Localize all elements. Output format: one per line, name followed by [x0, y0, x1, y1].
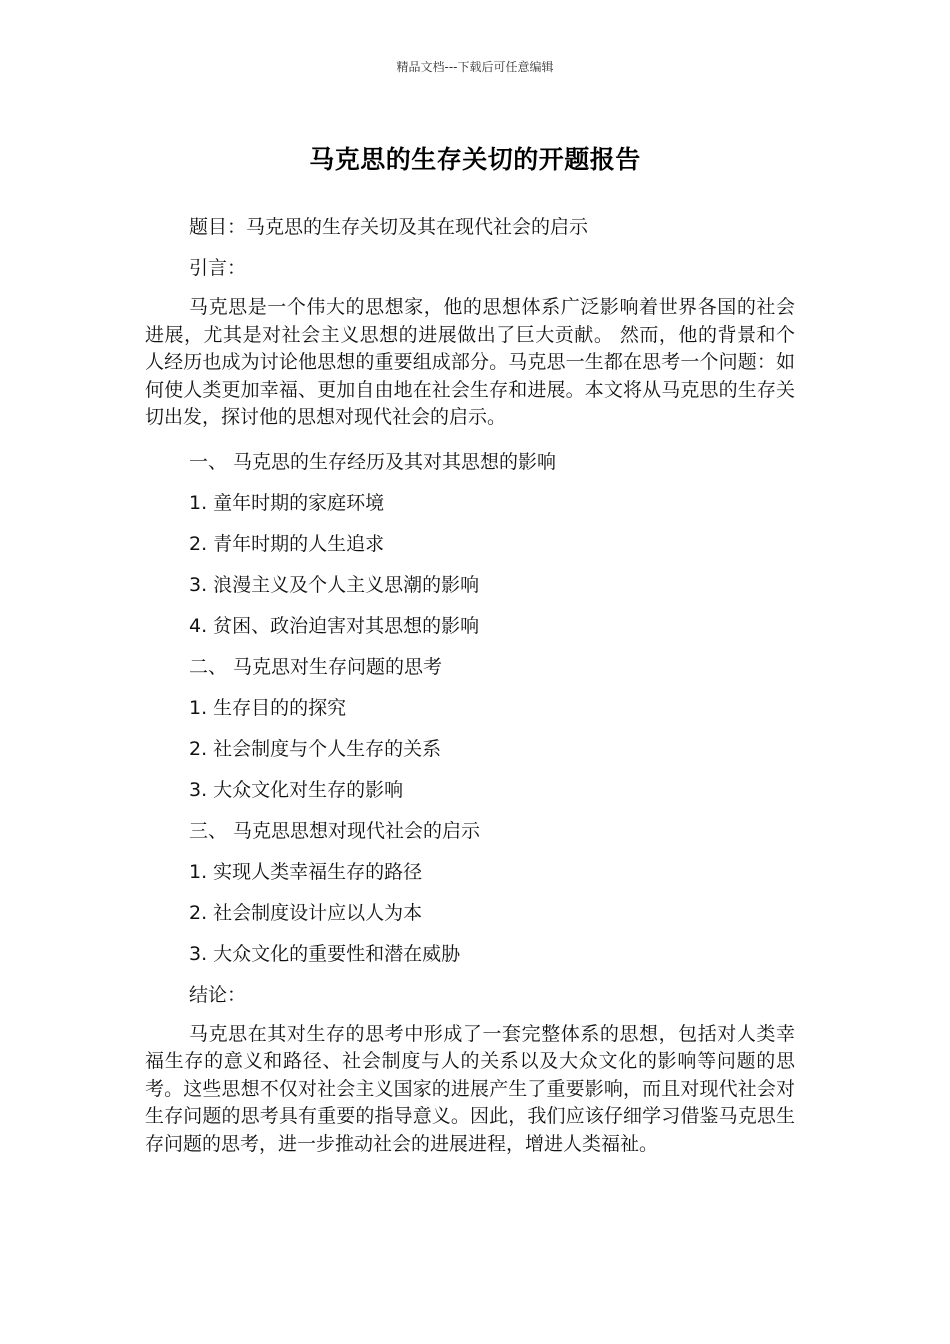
- list-item: 1. 实现人类幸福生存的路径: [189, 860, 423, 883]
- list-item: 1. 生存目的的探究: [189, 696, 347, 719]
- conclusion-heading: 结论：: [189, 983, 247, 1006]
- intro-paragraph: 马克思是一个伟大的思想家，他的思想体系广泛影响着世界各国的社会进展，尤其是对社会主义思想的进展做出了巨大贡献。 然而，他的背景和个人经历也成为讨论他思想的重要组成部分。马克思一生都在思考一个问题：如何使人类更加幸福、更加自由地在社会生存和进展。本文将从马克思的生存关切出发，探讨他的思想对现代社会的启示。: [145, 296, 795, 428]
- section-heading: 二、 马克思对生存问题的思考: [189, 655, 443, 678]
- section-3: [145, 816, 795, 969]
- list-item: 4. 贫困、政治迫害对其思想的影响: [189, 614, 480, 637]
- intro-heading: 引言：: [189, 257, 247, 279]
- list-item: 3. 大众文化的重要性和潜在威胁: [189, 942, 461, 965]
- topic-line: 题目：马克思的生存关切及其在现代社会的启示: [189, 216, 589, 238]
- list-item: 2. 社会制度与个人生存的关系: [189, 737, 442, 760]
- document-body: [145, 212, 795, 1173]
- list-item: 2. 青年时期的人生追求: [189, 532, 385, 555]
- list-item: 2. 社会制度设计应以人为本: [189, 901, 423, 924]
- section-heading: 三、 马克思思想对现代社会的启示: [189, 819, 481, 842]
- document-title: 马克思的生存关切的开题报告: [309, 145, 641, 174]
- conclusion-paragraph: 马克思在其对生存的思考中形成了一套完整体系的思想，包括对人类幸福生存的意义和路径、社会制度与人的关系以及大众文化的影响等问题的思考。这些思想不仅对社会主义国家的进展产生了重要影响，而且对现代社会对生存问题的思考具有重要的指导意义。因此，我们应该仔细学习借鉴马克思生存问题的思考，进一步推动社会的进展进程，增进人类福祉。: [145, 1022, 795, 1155]
- page-header: 精品文档---下载后可任意编辑: [396, 60, 554, 74]
- section-1: [145, 447, 795, 641]
- list-item: 1. 童年时期的家庭环境: [189, 491, 385, 514]
- section-heading: 一、 马克思的生存经历及其对其思想的影响: [189, 450, 557, 473]
- list-item: 3. 浪漫主义及个人主义思潮的影响: [189, 573, 480, 596]
- list-item: 3. 大众文化对生存的影响: [189, 778, 404, 801]
- section-2: [145, 652, 795, 805]
